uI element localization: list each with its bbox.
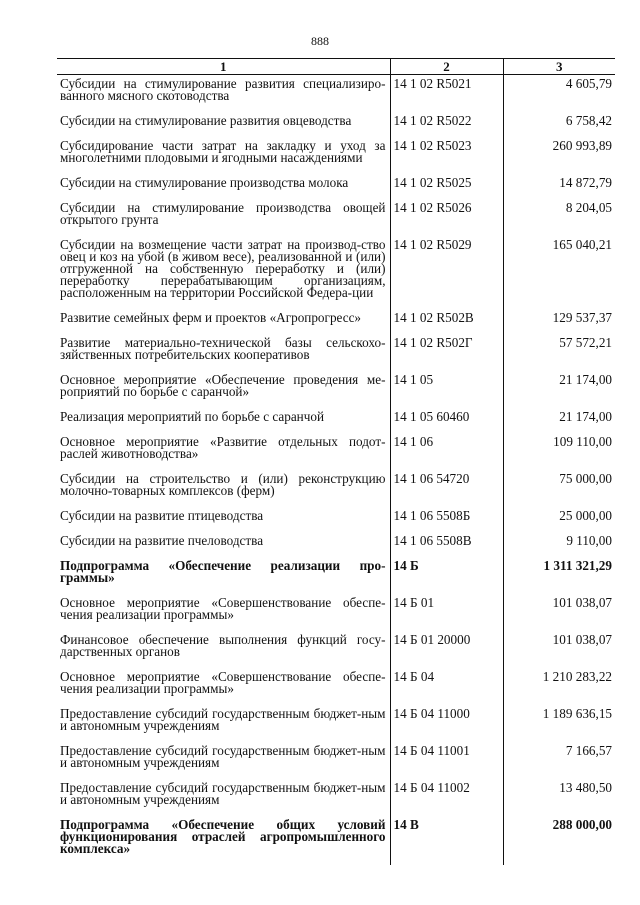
row-code-cell: 14 В: [390, 816, 503, 865]
row-name-cell: Предоставление субсидий государственным бюджет-ным и автономным учреждениям: [60, 706, 386, 733]
row-code-cell: 14 1 02 R5021: [390, 75, 503, 113]
row-name-cell: Субсидии на строительство и (или) реконструкцию молочно-товарных комплексов (ферм): [60, 471, 386, 498]
table-row: [57, 507, 615, 532]
row-amount-cell: 14 872,79: [503, 174, 615, 199]
row-amount-cell: 260 993,89: [503, 137, 615, 174]
budget-table: [57, 58, 615, 865]
row-code-cell: 14 Б 01 20000: [390, 631, 503, 668]
row-name-cell: Основное мероприятие «Обеспечение проведения ме-роприятий по борьбе с саранчой»: [60, 372, 386, 399]
row-name-cell: Развитие материально-технической базы сельскохо-зяйственных потребительских кооперативов: [60, 335, 386, 362]
row-amount-cell: 1 210 283,22: [503, 668, 615, 705]
row-amount-cell: 1 189 636,15: [503, 705, 615, 742]
row-name-cell: Субсидии на стимулирование развития специализиро-ванного мясного скотоводства: [60, 76, 386, 103]
table-row: [57, 174, 615, 199]
row-code-cell: 14 Б 04 11002: [390, 779, 503, 816]
row-code-cell: 14 1 02 R5023: [390, 137, 503, 174]
row-amount-cell: 1 311 321,29: [503, 557, 615, 594]
column-header-name: 1: [57, 59, 390, 75]
table-row: [57, 668, 615, 705]
row-name-cell: Развитие семейных ферм и проектов «Агропрогресс»: [60, 310, 362, 325]
row-amount-cell: 165 040,21: [503, 236, 615, 309]
table-row: [57, 779, 615, 816]
row-name-cell: Предоставление субсидий государственным бюджет-ным и автономным учреждениям: [60, 780, 386, 807]
row-amount-cell: 21 174,00: [503, 408, 615, 433]
row-amount-cell: 4 605,79: [503, 75, 615, 113]
column-header-amount: 3: [503, 59, 615, 75]
row-code-cell: 14 1 06 54720: [390, 470, 503, 507]
row-name-cell: Субсидии на развитие пчеловодства: [60, 533, 264, 548]
row-amount-cell: 288 000,00: [503, 816, 615, 865]
table-body: [57, 75, 615, 866]
row-amount-cell: 75 000,00: [503, 470, 615, 507]
row-amount-cell: 6 758,42: [503, 112, 615, 137]
row-amount-cell: 25 000,00: [503, 507, 615, 532]
row-name-cell: Субсидии на развитие птицеводства: [60, 508, 264, 523]
table-row: [57, 816, 615, 865]
row-code-cell: 14 1 02 R5025: [390, 174, 503, 199]
row-name-cell: Основное мероприятие «Совершенствование обеспе-чения реализации программы»: [60, 595, 386, 622]
table-row: [57, 408, 615, 433]
row-name-cell: Финансовое обеспечение выполнения функций госу-дарственных органов: [60, 632, 386, 659]
table-row: [57, 371, 615, 408]
row-amount-cell: 7 166,57: [503, 742, 615, 779]
row-code-cell: 14 Б: [390, 557, 503, 594]
table-header-row: [57, 59, 615, 75]
row-amount-cell: 101 038,07: [503, 631, 615, 668]
row-amount-cell: 129 537,37: [503, 309, 615, 334]
row-code-cell: 14 1 05 60460: [390, 408, 503, 433]
row-code-cell: 14 Б 01: [390, 594, 503, 631]
table-row: [57, 112, 615, 137]
row-code-cell: 14 1 02 R5029: [390, 236, 503, 309]
row-name-cell: Основное мероприятие «Совершенствование обеспе-чения реализации программы»: [60, 669, 386, 696]
row-amount-cell: 101 038,07: [503, 594, 615, 631]
row-amount-cell: 8 204,05: [503, 199, 615, 236]
row-code-cell: 14 Б 04 11001: [390, 742, 503, 779]
page-number: 888: [311, 34, 329, 48]
row-code-cell: 14 1 06 5508В: [390, 532, 503, 557]
row-amount-cell: 109 110,00: [503, 433, 615, 470]
row-amount-cell: 13 480,50: [503, 779, 615, 816]
row-name-cell: Субсидирование части затрат на закладку и уход за многолетними плодовыми и ягодными насаждениями: [60, 138, 386, 165]
table-row: [57, 75, 615, 113]
row-name-cell: Субсидии на стимулирование производства молока: [60, 175, 349, 190]
row-code-cell: 14 1 02 R502Г: [390, 334, 503, 371]
table-row: [57, 433, 615, 470]
table-row: [57, 137, 615, 174]
row-code-cell: 14 Б 04: [390, 668, 503, 705]
row-name-cell: Субсидии на стимулирование развития овцеводства: [60, 113, 352, 128]
row-code-cell: 14 1 02 R5026: [390, 199, 503, 236]
table-row: [57, 470, 615, 507]
table-row: [57, 199, 615, 236]
row-name-cell: Основное мероприятие «Развитие отдельных подот-раслей животноводства»: [60, 434, 386, 461]
table-row: [57, 532, 615, 557]
column-header-code: 2: [390, 59, 503, 75]
row-code-cell: 14 Б 04 11000: [390, 705, 503, 742]
table-row: [57, 334, 615, 371]
row-code-cell: 14 1 06 5508Б: [390, 507, 503, 532]
table-row: [57, 236, 615, 309]
table-row: [57, 557, 615, 594]
row-amount-cell: 9 110,00: [503, 532, 615, 557]
row-code-cell: 14 1 02 R502B: [390, 309, 503, 334]
row-name-cell: Подпрограмма «Обеспечение реализации про-граммы»: [60, 558, 386, 585]
table-row: [57, 309, 615, 334]
row-code-cell: 14 1 06: [390, 433, 503, 470]
row-amount-cell: 57 572,21: [503, 334, 615, 371]
row-name-cell: Предоставление субсидий государственным бюджет-ным и автономным учреждениям: [60, 743, 386, 770]
table-row: [57, 742, 615, 779]
row-name-cell: Реализация мероприятий по борьбе с саранчой: [60, 409, 325, 424]
row-code-cell: 14 1 05: [390, 371, 503, 408]
row-amount-cell: 21 174,00: [503, 371, 615, 408]
table-row: [57, 631, 615, 668]
table-row: [57, 705, 615, 742]
table-row: [57, 594, 615, 631]
row-name-cell: Субсидии на возмещение части затрат на производ-ство овец и коз на убой (в живом весе), реализованной и (или) отгруженной на собственную переработку и (или) переработку перерабатывающим организациям, расположенным на территории Российской Федера-ции: [60, 237, 386, 300]
row-code-cell: 14 1 02 R5022: [390, 112, 503, 137]
row-name-cell: Подпрограмма «Обеспечение общих условий функционирования отраслей агропромышленного комплекса»: [60, 817, 386, 856]
row-name-cell: Субсидии на стимулирование производства овощей открытого грунта: [60, 200, 386, 227]
